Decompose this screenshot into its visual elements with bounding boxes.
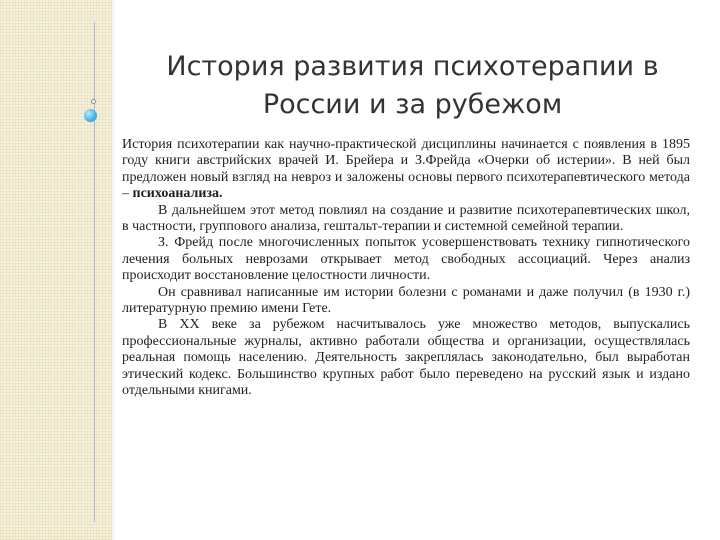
blue-circle-ornament: [84, 109, 97, 122]
decorative-left-band: [0, 0, 112, 540]
paragraph-1: [122, 137, 690, 203]
paragraph-5: В XX веке за рубежом насчитывалось уже множество методов, выпускались профессиональные журналы, активно работали общества и организации, осуществлялась реальная помощь населению. Деятельность закреплялась законодательно, был выработан этический кодекс. Большинство крупных работ было переведено на русский язык и издано отдельными книгами.: [122, 317, 690, 399]
paragraph-1-text: История психотерапии как научно-практической дисциплины начинается с появления в 1895 году книги австрийских врачей И. Брейера и З.Фрейда «Очерки об истерии». В ней был предложен новый взгляд на невроз и заложены основы первого психотерапевтического метода –: [122, 137, 690, 202]
title-line-1: История развития психотерапии в: [166, 51, 659, 82]
paragraph-2: В дальнейшем этот метод повлиял на создание и развитие психотерапевтических школ, в частности, группового анализа, гештальт-терапии и системной семейной терапии.: [122, 202, 690, 235]
title-line-2: России и за рубежом: [262, 89, 563, 120]
paragraph-1-bold-term: психоанализа.: [132, 186, 223, 202]
slide-title: [120, 48, 705, 124]
vertical-divider-line: [94, 22, 95, 522]
paragraph-3: З. Фрейд после многочисленных попыток усовершенствовать технику гипнотического лечения больных неврозами открывает метод свободных ассоциаций. Через анализ происходит восстановление целостности личности.: [122, 235, 690, 284]
slide-body: [122, 137, 690, 400]
small-circle-ornament: [91, 99, 96, 104]
paragraph-4: Он сравнивал написанные им истории болезни с романами и даже получил (в 1930 г.) литературную премию имени Гете.: [122, 284, 690, 317]
band-shadow: [112, 0, 116, 540]
